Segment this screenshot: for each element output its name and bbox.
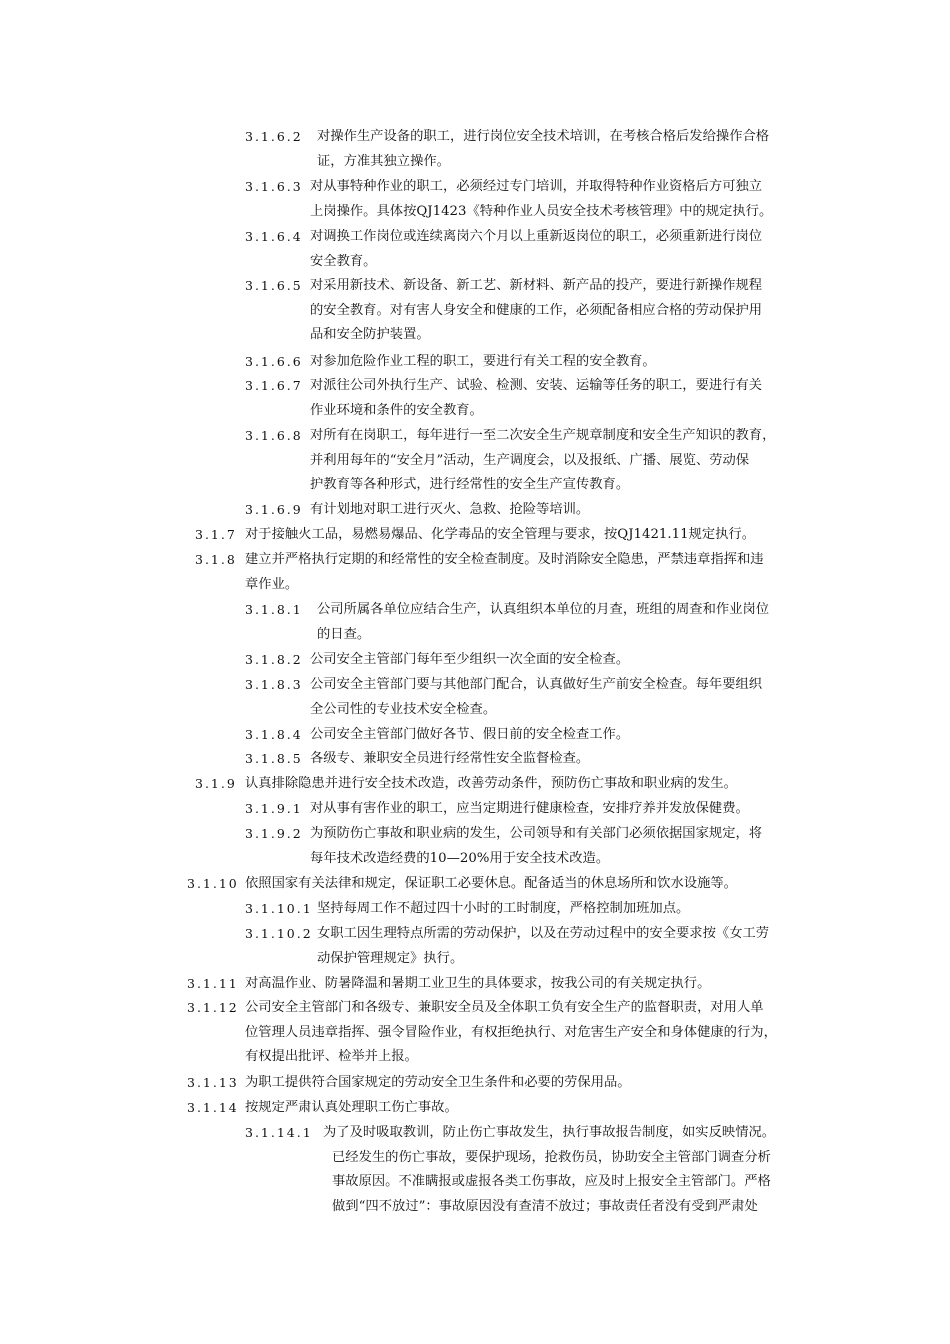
text-line: 坚持每周工作不超过四十小时的工时制度，严格控制加班加点。 [317, 901, 690, 916]
clause-number: 3.1.10.1 [245, 901, 313, 916]
clause-text [310, 274, 762, 348]
clause-number: 3.1.9.1 [245, 801, 303, 816]
clause-text [310, 424, 775, 498]
text-line: 公司安全主管部门和各级专、兼职安全员及全体职工负有安全生产的监督职责，对用人单 [245, 1000, 764, 1015]
clause-number: 3.1.12 [187, 1000, 239, 1015]
clause-text [310, 747, 589, 772]
clause-number: 3.1.14.1 [245, 1125, 313, 1140]
text-line: 做到“四不放过”：事故原因没有查清不放过；事故责任者没有受到严肃处 [332, 1198, 758, 1214]
text-line: 对于接触火工品，易燃易爆品、化学毒品的安全管理与要求，按QJ1421.11规定执行。 [245, 527, 756, 542]
clause-number: 3.1.8.5 [245, 751, 303, 766]
clause-text [310, 822, 762, 871]
clause-text [310, 797, 749, 822]
clause-text [245, 996, 777, 1070]
text-line: 事故原因。不准瞒报或虚报各类工伤事故，应及时上报安全主管部门。严格 [332, 1174, 771, 1189]
text-line: 动保护管理规定》执行。 [317, 950, 464, 966]
clause-text [245, 548, 764, 597]
text-line: 证，方准其独立操作。 [317, 153, 450, 169]
clause-text [310, 225, 762, 274]
text-line: 每年技术改造经费的10—20%用于安全技术改造。 [310, 850, 610, 866]
clause-number: 3.1.6.6 [245, 354, 303, 369]
clause-text [310, 673, 762, 722]
text-line: 为职工提供符合国家规定的劳动安全卫生条件和必要的劳保用品。 [245, 1075, 631, 1090]
clause-number: 3.1.10 [187, 876, 239, 891]
clause-text [310, 350, 656, 375]
clause-number: 3.1.6.8 [245, 428, 303, 443]
text-line: 对高温作业、防暑降温和暑期工业卫生的具体要求，按我公司的有关规定执行。 [245, 976, 711, 991]
text-line: 公司安全主管部门做好各节、假日前的安全检查工作。 [310, 727, 630, 742]
clause-text [310, 175, 772, 224]
text-line: 对所有在岗职工，每年进行一至二次安全生产规章制度和安全生产知识的教育， [310, 428, 776, 443]
text-line: 建立并严格执行定期的和经常性的安全检查制度。及时消除安全隐患，严禁违章指挥和违 [245, 552, 764, 567]
clause-number: 3.1.7 [195, 527, 237, 542]
text-line: 公司安全主管部门每年至少组织一次全面的安全检查。 [310, 652, 630, 667]
clause-number: 3.1.13 [187, 1075, 239, 1090]
clause-number: 3.1.8.1 [245, 602, 303, 617]
clause-number: 3.1.6.3 [245, 179, 303, 194]
text-line: 有权提出批评、检举并上报。 [245, 1049, 418, 1064]
text-line: 作业环境和条件的安全教育。 [310, 402, 483, 418]
clause-text [317, 598, 769, 647]
text-line: 对派往公司外执行生产、试验、检测、安装、运输等任务的职工，要进行有关 [310, 378, 763, 393]
text-line: 对采用新技术、新设备、新工艺、新材料、新产品的投产，要进行新操作规程 [310, 278, 763, 293]
clause-number: 3.1.8.3 [245, 677, 303, 692]
clause-text [245, 1071, 631, 1096]
text-line: 为了及时吸取教训，防止伤亡事故发生，执行事故报告制度，如实反映情况。 [323, 1125, 776, 1140]
text-line: 有计划地对职工进行灭火、急救、抢险等培训。 [310, 502, 590, 517]
clause-text [310, 648, 629, 673]
clause-text [245, 523, 755, 548]
clause-number: 3.1.14 [187, 1100, 239, 1115]
text-line: 认真排除隐患并进行安全技术改造，改善劳动条件，预防伤亡事故和职业病的发生。 [245, 776, 737, 791]
text-line: 对从事特种作业的职工，必须经过专门培训，并取得特种作业资格后方可独立 [310, 179, 763, 194]
text-line: 女职工因生理特点所需的劳动保护，以及在劳动过程中的安全要求按《女工劳 [317, 926, 770, 941]
text-line: 上岗操作。具体按QJ1423《特种作业人员安全技术考核管理》中的规定执行。 [310, 203, 773, 219]
text-line: 依照国家有关法律和规定，保证职工必要休息。配备适当的休息场所和饮水设施等。 [245, 876, 737, 891]
clause-text [310, 723, 629, 748]
clause-number: 3.1.6.9 [245, 502, 303, 517]
clause-number: 3.1.11 [187, 976, 239, 991]
text-line: 的安全教育。对有害人身安全和健康的工作，必须配备相应合格的劳动保护用 [310, 302, 763, 318]
clause-number: 3.1.9 [195, 776, 237, 791]
clause-text [323, 1121, 775, 1219]
clause-text [310, 498, 589, 523]
text-line: 公司所属各单位应结合生产，认真组织本单位的月查，班组的周查和作业岗位 [317, 602, 770, 617]
text-line: 全公司性的专业技术安全检查。 [310, 701, 497, 717]
clause-text [245, 972, 710, 997]
clause-number: 3.1.6.5 [245, 278, 303, 293]
text-line: 安全教育。 [310, 253, 377, 269]
text-line: 对参加危险作业工程的职工，要进行有关工程的安全教育。 [310, 354, 656, 369]
clause-number: 3.1.8.2 [245, 652, 303, 667]
clause-number: 3.1.8.4 [245, 727, 303, 742]
clause-text [317, 922, 769, 971]
clause-number: 3.1.6.7 [245, 378, 303, 393]
text-line: 已经发生的伤亡事故，要保护现场，抢救伤员，协助安全主管部门调查分析 [332, 1149, 771, 1165]
clause-text [245, 872, 737, 897]
clause-number: 3.1.6.2 [245, 129, 303, 144]
clause-text [245, 772, 737, 797]
text-line: 为预防伤亡事故和职业病的发生，公司领导和有关部门必须依据国家规定，将 [310, 826, 763, 841]
clause-number: 3.1.6.4 [245, 229, 303, 244]
clause-text [245, 1096, 458, 1121]
text-line: 对从事有害作业的职工，应当定期进行健康检查，安排疗养并发放保健费。 [310, 801, 749, 816]
text-line: 公司安全主管部门要与其他部门配合，认真做好生产前安全检查。每年要组织 [310, 677, 763, 692]
text-line: 并利用每年的“安全月”活动，生产调度会，以及报纸、广播、展览、劳动保 [310, 452, 750, 468]
text-line: 对调换工作岗位或连续离岗六个月以上重新返岗位的职工，必须重新进行岗位 [310, 229, 763, 244]
text-line: 各级专、兼职安全员进行经常性安全监督检查。 [310, 751, 590, 766]
clause-text [317, 897, 689, 922]
clause-text [317, 125, 769, 174]
text-line: 章作业。 [245, 576, 299, 592]
clause-number: 3.1.9.2 [245, 826, 303, 841]
clause-text [310, 374, 762, 423]
text-line: 品和安全防护装置。 [310, 327, 430, 342]
text-line: 护教育等各种形式，进行经常性的安全生产宣传教育。 [310, 477, 630, 492]
clause-number: 3.1.8 [195, 552, 237, 567]
text-line: 按规定严肃认真处理职工伤亡事故。 [245, 1100, 458, 1115]
clause-number: 3.1.10.2 [245, 926, 313, 941]
text-line: 的日查。 [317, 626, 371, 642]
text-line: 对操作生产设备的职工，进行岗位安全技术培训，在考核合格后发给操作合格 [317, 129, 770, 144]
text-line: 位管理人员违章指挥、强令冒险作业，有权拒绝执行、对危害生产安全和身体健康的行为， [245, 1024, 777, 1040]
